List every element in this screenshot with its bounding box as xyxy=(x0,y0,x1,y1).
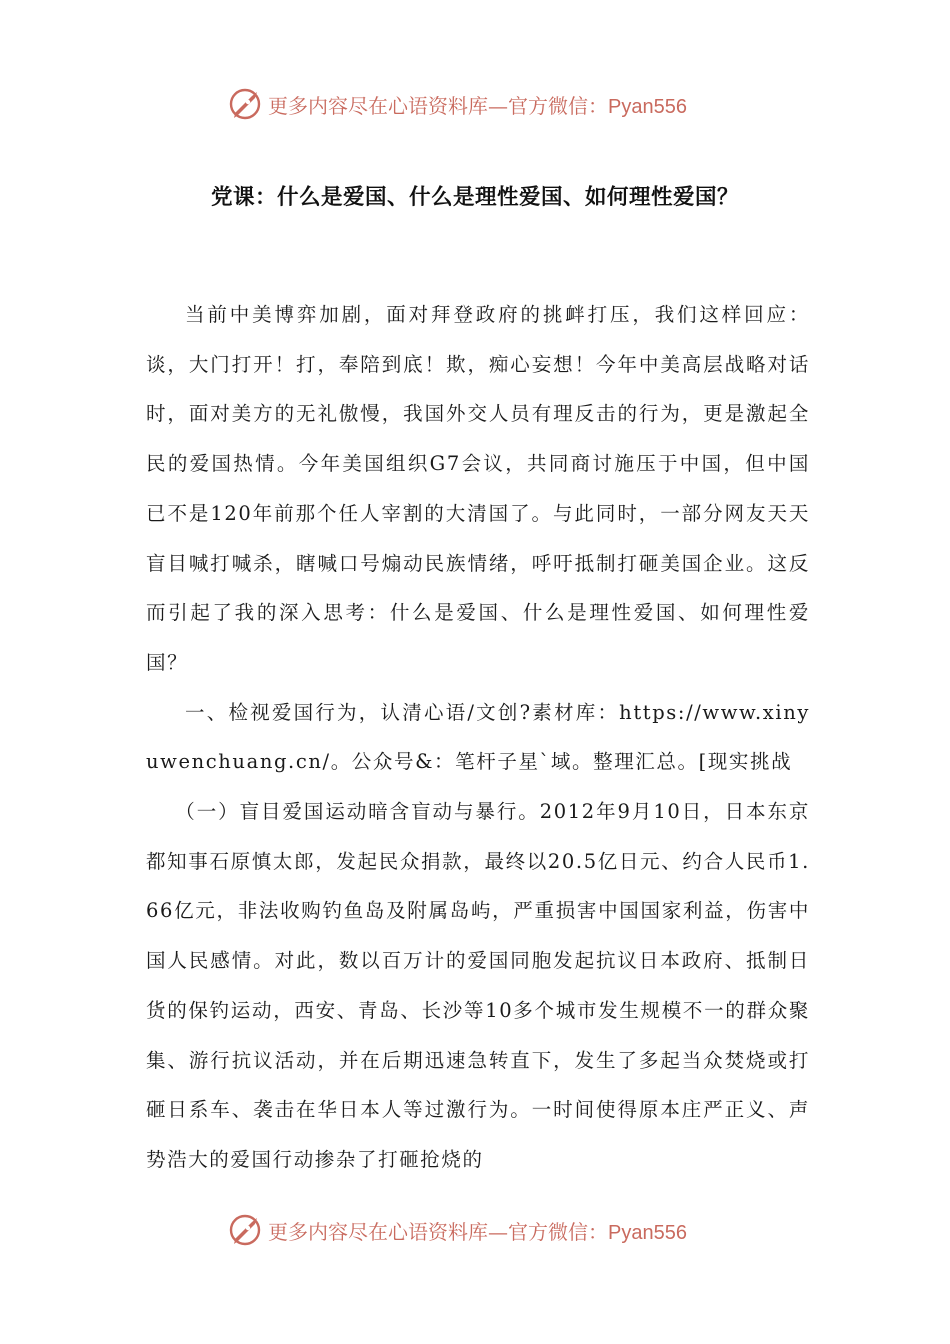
banner-wechat-id: Pyan556 xyxy=(608,1221,687,1244)
header-banner xyxy=(228,84,687,124)
paragraph-subsection-one: （一）盲目爱国运动暗含盲动与暴行。2012年9月10日，日本东京都知事石原慎太郎，发起民众捐款，最终以20.5亿日元、约合人民币1.66亿元，非法收购钓鱼岛及附属岛屿，严重损害中国国家利益，伤害中国人民感情。对此，数以百万计的爱国同胞发起抗议日本政府、抵制日货的保钓运动，西安、青岛、长沙等10多个城市发生规模不一的群众聚集、游行抗议活动，并在后期迅速急转直下，发生了多起当众焚烧或打砸日系车、袭击在华日本人等过激行为。一时间使得原本庄严正义、声势浩大的爱国行动掺杂了打砸抢烧的 xyxy=(146,800,810,1171)
footer-banner xyxy=(228,1210,687,1250)
banner-text: 更多内容尽在心语资料库—官方微信：Pyan556 xyxy=(268,1219,687,1244)
banner-wechat-id: Pyan556 xyxy=(608,95,687,118)
banner-text: 更多内容尽在心语资料库—官方微信：Pyan556 xyxy=(268,93,687,118)
pen-logo-icon xyxy=(228,1212,264,1248)
document-body xyxy=(146,290,810,1185)
page-title: 党课：什么是爱国、什么是理性爱国、如何理性爱国？ xyxy=(210,185,739,210)
pen-logo-icon xyxy=(228,86,264,122)
paragraph-intro: 当前中美博弈加剧，面对拜登政府的挑衅打压，我们这样回应：谈，大门打开！打，奉陪到底！欺，痴心妄想！今年中美高层战略对话时，面对美方的无礼傲慢，我国外交人员有理反击的行为，更是激起全民的爱国热情。今年美国组织G7会议，共同商讨施压于中国，但中国已不是120年前那个任人宰割的大清国了。与此同时，一部分网友天天盲目喊打喊杀，瞎喊口号煽动民族情绪，呼吁抵制打砸美国企业。这反而引起了我的深入思考：什么是爱国、什么是理性爱国、如何理性爱国？ xyxy=(146,303,810,674)
paragraph-section-one: 一、检视爱国行为，认清心语/文创?素材库：https://www.xinyuwenchuang.cn/。公众号&：笔杆子星`域。整理汇总。[现实挑战 xyxy=(146,700,810,774)
